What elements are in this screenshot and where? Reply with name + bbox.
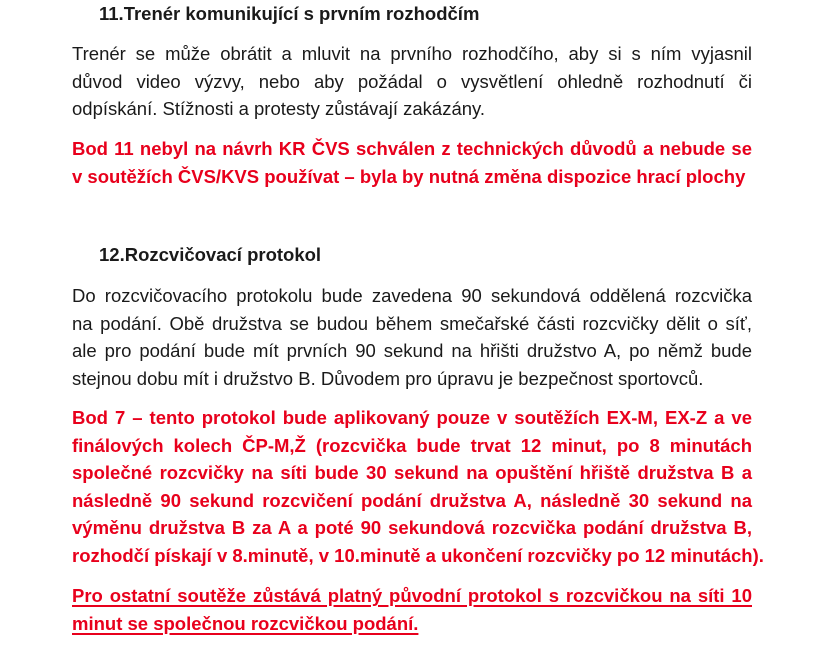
section-12-body-line: ale pro podání bude mít prvních 90 sekund na hřišti družstvo A, po němž bude (72, 340, 752, 361)
section-12-underlined-note-line (72, 582, 752, 610)
section-12-underlined-note (72, 582, 752, 637)
section-12-heading: 12.Rozcvičovací protokol (99, 244, 322, 265)
section-12-note-line: finálových kolech ČP-M,Ž (rozcvička bude trvat 12 minut, po 8 minutách (72, 434, 752, 456)
section-11-heading: 11.Trenér komunikující s prvním rozhodčím (99, 3, 480, 24)
section-11-body-line: Trenér se může obrátit a mluvit na prvního rozhodčího, aby si s ním vyjasnil (72, 43, 752, 64)
section-12-body (72, 282, 752, 392)
section-11-body-line: důvod video výzvy, nebo aby požádal o vysvětlení ohledně rozhodnutí či (72, 70, 752, 92)
section-12-note-line: Bod 7 – tento protokol bude aplikovaný pouze v soutěžích EX-M, EX-Z a ve (72, 407, 752, 428)
underlined-text: Pro ostatní soutěže zůstává platný původní protokol s rozcvičkou na síti 10 (72, 585, 752, 606)
section-12-note-line: rozhodčí pískají v 8.minutě, v 10.minutě a ukončení rozcvičky po 12 minutách). (72, 544, 764, 566)
underlined-text: minut se společnou rozcvičkou podání. (72, 612, 419, 634)
section-12-body-line: stejnou dobu mít i družstvo B. Důvodem pro úpravu je bezpečnost sportovců. (72, 367, 704, 389)
section-12-note-line: společné rozcvičky na síti bude 30 sekund na opuštění hřiště družstva B a (72, 462, 752, 483)
section-12-note-line: následně 90 sekund rozcvičení podání družstva A, následně 30 sekund na (72, 489, 752, 511)
section-12-body-line: Do rozcvičovacího protokolu bude zavedena 90 sekundová oddělená rozcvička (72, 285, 752, 306)
section-12-note (72, 404, 764, 569)
section-11-note-line: v soutěžích ČVS/KVS používat – byla by nutná změna dispozice hrací plochy (72, 165, 746, 187)
section-11-note-line: Bod 11 nebyl na návrh KR ČVS schválen z technických důvodů a nebude se (72, 138, 752, 159)
section-12-note-line: výměnu družstva B za A a poté 90 sekundová rozcvička podání družstva B, (72, 517, 752, 538)
section-11-note (72, 135, 752, 190)
section-11-body (72, 40, 752, 123)
section-11-body-line: odpískání. Stížnosti a protesty zůstávají zakázány. (72, 98, 486, 119)
section-12-underlined-note-line (72, 610, 752, 638)
section-12-body-line: na podání. Obě družstva se budou během smečařské části rozcvičky dělit o síť, (72, 312, 752, 334)
